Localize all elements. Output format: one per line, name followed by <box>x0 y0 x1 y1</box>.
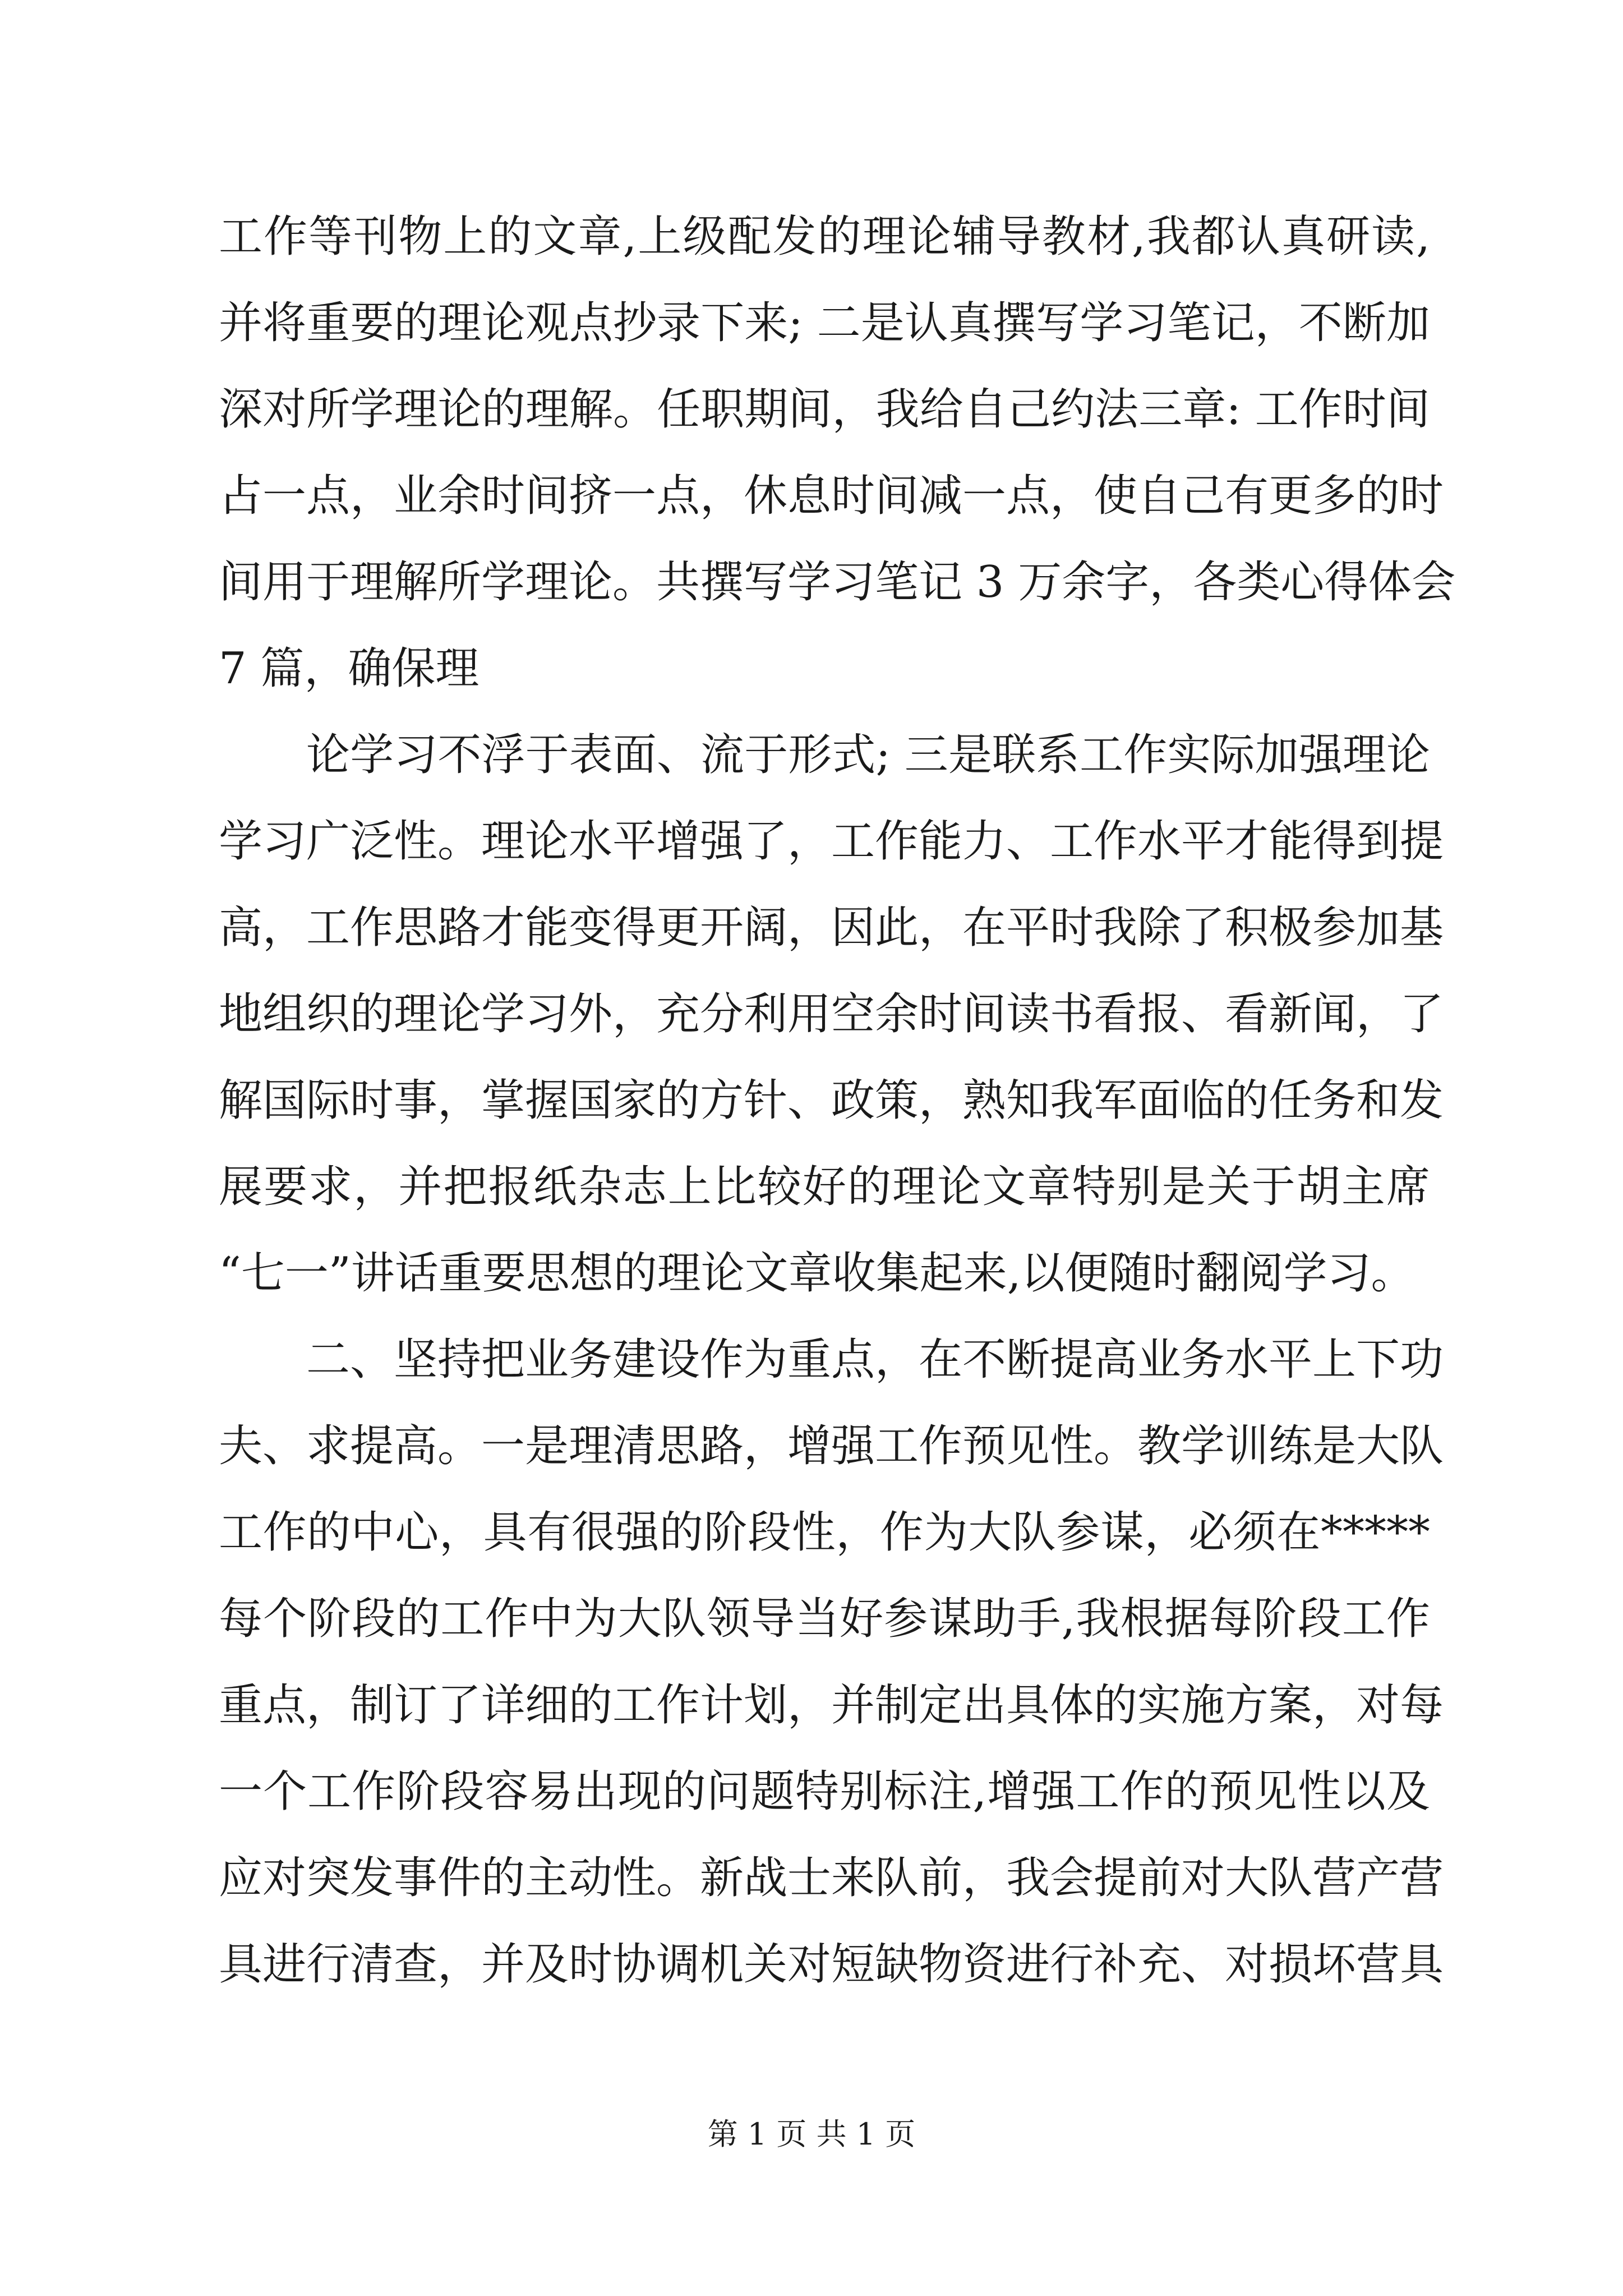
text-line: 间用于理解所学理论。共撰写学习笔记 3 万余字，各类心得体会 <box>219 557 1456 608</box>
page-footer: 第 1 页 共 1 页 <box>707 2116 916 2152</box>
text-line: 重点，制订了详细的工作计划，并制定出具体的实施方案，对每 <box>219 1680 1444 1731</box>
text-line: 解国际时事，掌握国家的方针、政策，熟知我军面临的任务和发 <box>219 1075 1444 1126</box>
text-line: 工作的中心，具有很强的阶段性，作为大队参谋，必须在***** <box>219 1507 1430 1558</box>
text-line: 地组织的理论学习外，充分利用空余时间读书看报、看新闻，了 <box>219 989 1444 1039</box>
text-line: 并将重要的理论观点抄录下来; 二是认真撰写学习笔记，不断加 <box>219 298 1430 348</box>
text-line: 每个阶段的工作中为大队领导当好参谋助手,我根据每阶段工作 <box>219 1594 1430 1644</box>
text-line: 7 篇，确保理 <box>219 643 479 694</box>
text-line: 工作等刊物上的文章,上级配发的理论辅导教材,我都认真研读, <box>219 211 1430 262</box>
text-line: 高，工作思路才能变得更开阔，因此，在平时我除了积极参加基 <box>219 903 1444 953</box>
text-line: 具进行清查，并及时协调机关对短缺物资进行补充、对损坏营具 <box>219 1939 1444 1990</box>
text-line: “七一”讲话重要思想的理论文章收集起来,以便随时翻阅学习。 <box>219 1248 1415 1299</box>
text-line: 占一点，业余时间挤一点，休息时间减一点，使自己有更多的时 <box>219 471 1444 521</box>
text-line: 学习广泛性。理论水平增强了，工作能力、工作水平才能得到提 <box>219 816 1444 867</box>
text-line: 二、坚持把业务建设作为重点，在不断提高业务水平上下功 <box>306 1335 1444 1385</box>
text-line: 深对所学理论的理解。任职期间，我给自己约法三章: 工作时间 <box>219 384 1430 435</box>
text-line: 展要求，并把报纸杂志上比较好的理论文章特别是关于胡主席 <box>219 1162 1430 1212</box>
document-body <box>219 194 1456 2008</box>
text-line: 夫、求提高。一是理清思路，增强工作预见性。教学训练是大队 <box>219 1421 1444 1471</box>
text-line: 一个工作阶段容易出现的问题特别标注,增强工作的预见性以及 <box>219 1766 1430 1817</box>
text-line: 应对突发事件的主动性。新战士来队前，我会提前对大队营产营 <box>219 1853 1444 1903</box>
text-line: 论学习不浮于表面、流于形式; 三是联系工作实际加强理论 <box>306 730 1430 780</box>
